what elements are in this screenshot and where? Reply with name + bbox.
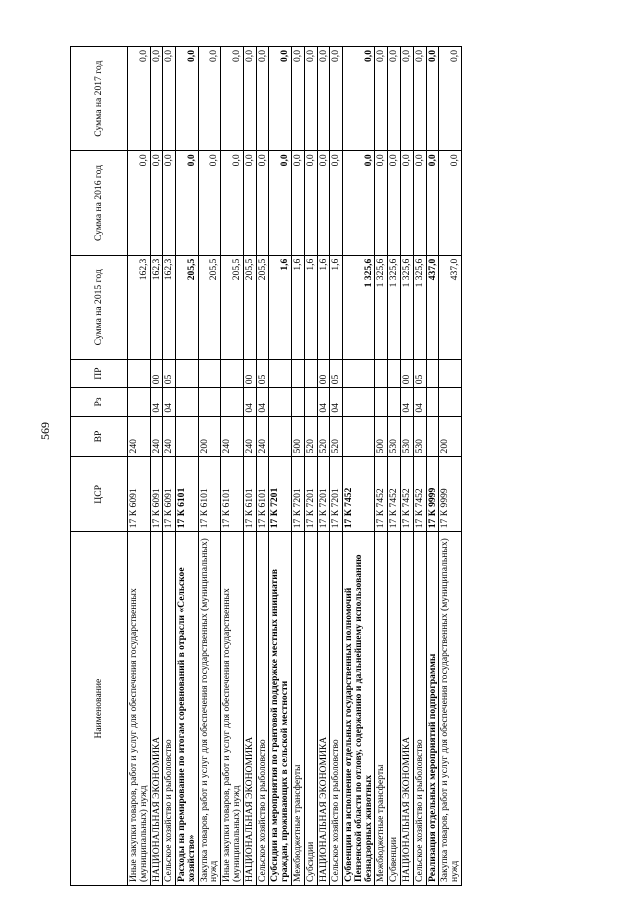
- row-sum-2015: 205,5: [176, 255, 199, 359]
- row-rz: [176, 388, 199, 416]
- row-sum-2015: 162,3: [150, 255, 163, 359]
- row-sum-2016: 0,0: [413, 151, 426, 255]
- row-csr: 17 К 6101: [221, 457, 244, 532]
- row-sum-2017: 0,0: [343, 47, 375, 151]
- header-csr: ЦСР: [71, 457, 128, 532]
- row-sum-2016: 0,0: [243, 151, 256, 255]
- row-vr: 530: [400, 416, 413, 457]
- row-csr: 17 К 7201: [291, 457, 304, 532]
- row-csr: 17 К 7452: [388, 457, 401, 532]
- row-sum-2017: 0,0: [413, 47, 426, 151]
- row-sum-2015: 1 325,6: [400, 255, 413, 359]
- table-row: [343, 47, 375, 886]
- row-vr: [176, 416, 199, 457]
- row-sum-2016: 0,0: [150, 151, 163, 255]
- budget-table: [70, 46, 462, 886]
- row-sum-2017: 0,0: [388, 47, 401, 151]
- row-sum-2017: 0,0: [317, 47, 330, 151]
- row-sum-2016: 0,0: [221, 151, 244, 255]
- row-pr: [291, 359, 304, 387]
- row-vr: 500: [291, 416, 304, 457]
- row-csr: 17 К 7201: [269, 457, 292, 532]
- table-row: [269, 47, 292, 886]
- row-csr: 17 К 7452: [400, 457, 413, 532]
- row-name: Субвенции: [388, 532, 401, 886]
- row-sum-2015: 205,5: [221, 255, 244, 359]
- row-pr: [269, 359, 292, 387]
- row-sum-2015: 205,5: [198, 255, 221, 359]
- row-pr: [426, 359, 439, 387]
- row-sum-2017: 0,0: [426, 47, 439, 151]
- row-vr: [426, 416, 439, 457]
- row-sum-2016: 0,0: [269, 151, 292, 255]
- row-rz: [128, 388, 151, 416]
- row-csr: 17 К 6101: [176, 457, 199, 532]
- row-pr: [304, 359, 317, 387]
- page-number: 569: [38, 422, 52, 440]
- row-sum-2016: 0,0: [163, 151, 176, 255]
- table-row: [330, 47, 343, 886]
- row-sum-2015: 1 325,6: [413, 255, 426, 359]
- row-pr: 00: [150, 359, 163, 387]
- table-row: [439, 47, 462, 886]
- header-rz: Рз: [71, 388, 128, 416]
- row-sum-2017: 0,0: [439, 47, 462, 151]
- row-pr: 05: [163, 359, 176, 387]
- row-name: НАЦИОНАЛЬНАЯ ЭКОНОМИКА: [317, 532, 330, 886]
- row-vr: [269, 416, 292, 457]
- row-pr: [439, 359, 462, 387]
- row-vr: 240: [150, 416, 163, 457]
- row-name: Иные закупки товаров, работ и услуг для обеспечения государственных (муниципальных) нужд: [221, 532, 244, 886]
- row-sum-2015: 1 325,6: [375, 255, 388, 359]
- row-sum-2016: 0,0: [426, 151, 439, 255]
- row-pr: 00: [243, 359, 256, 387]
- table-row: [128, 47, 151, 886]
- row-vr: [343, 416, 375, 457]
- row-sum-2016: 0,0: [375, 151, 388, 255]
- row-name: Сельское хозяйство и рыболовство: [163, 532, 176, 886]
- row-sum-2016: 0,0: [304, 151, 317, 255]
- row-rz: [291, 388, 304, 416]
- row-sum-2016: 0,0: [400, 151, 413, 255]
- row-csr: 17 К 7452: [413, 457, 426, 532]
- row-pr: 05: [330, 359, 343, 387]
- row-rz: [221, 388, 244, 416]
- row-sum-2017: 0,0: [330, 47, 343, 151]
- row-name: Межбюджетные трансферты: [291, 532, 304, 886]
- row-csr: 17 К 6091: [150, 457, 163, 532]
- table-row: [413, 47, 426, 886]
- row-sum-2017: 0,0: [304, 47, 317, 151]
- row-vr: 200: [439, 416, 462, 457]
- row-name: Иные закупки товаров, работ и услуг для обеспечения государственных (муниципальных) нужд: [128, 532, 151, 886]
- header-name: Наименование: [71, 532, 128, 886]
- row-sum-2017: 0,0: [163, 47, 176, 151]
- row-name: Сельское хозяйство и рыболовство: [413, 532, 426, 886]
- table-row: [388, 47, 401, 886]
- row-csr: 17 К 6091: [163, 457, 176, 532]
- row-name: Закупка товаров, работ и услуг для обеспечения государственных (муниципальных) нужд: [439, 532, 462, 886]
- row-vr: 240: [128, 416, 151, 457]
- row-vr: 240: [243, 416, 256, 457]
- row-rz: 04: [413, 388, 426, 416]
- row-rz: 04: [400, 388, 413, 416]
- row-pr: [221, 359, 244, 387]
- row-vr: 520: [304, 416, 317, 457]
- row-name: Субсидии на мероприятия по грантовой поддержке местных инициатив граждан, проживающих в сельской местности: [269, 532, 292, 886]
- row-sum-2015: 162,3: [128, 255, 151, 359]
- table-row: [198, 47, 221, 886]
- row-csr: 17 К 7452: [343, 457, 375, 532]
- row-sum-2015: 1 325,6: [388, 255, 401, 359]
- row-pr: [128, 359, 151, 387]
- row-pr: [388, 359, 401, 387]
- row-name: Закупка товаров, работ и услуг для обеспечения государственных (муниципальных) нужд: [198, 532, 221, 886]
- row-sum-2016: 0,0: [439, 151, 462, 255]
- row-sum-2016: 0,0: [291, 151, 304, 255]
- row-csr: 17 К 7201: [317, 457, 330, 532]
- row-sum-2017: 0,0: [256, 47, 269, 151]
- row-pr: [198, 359, 221, 387]
- table-row: [304, 47, 317, 886]
- table-row: [163, 47, 176, 886]
- row-sum-2017: 0,0: [150, 47, 163, 151]
- row-sum-2015: 205,5: [243, 255, 256, 359]
- row-sum-2016: 0,0: [128, 151, 151, 255]
- row-rz: [426, 388, 439, 416]
- table-row: [375, 47, 388, 886]
- table-row: [426, 47, 439, 886]
- row-sum-2016: 0,0: [198, 151, 221, 255]
- row-sum-2017: 0,0: [243, 47, 256, 151]
- row-pr: 05: [413, 359, 426, 387]
- row-name: Межбюджетные трансферты: [375, 532, 388, 886]
- row-rz: 04: [150, 388, 163, 416]
- row-rz: 04: [243, 388, 256, 416]
- row-csr: 17 К 7201: [304, 457, 317, 532]
- row-sum-2016: 0,0: [330, 151, 343, 255]
- row-sum-2015: 162,3: [163, 255, 176, 359]
- row-sum-2017: 0,0: [128, 47, 151, 151]
- row-sum-2016: 0,0: [317, 151, 330, 255]
- row-vr: 530: [413, 416, 426, 457]
- row-sum-2015: 1,6: [304, 255, 317, 359]
- row-sum-2016: 0,0: [176, 151, 199, 255]
- row-vr: 530: [388, 416, 401, 457]
- budget-table-wrapper: [70, 46, 610, 886]
- table-body: [128, 47, 462, 886]
- row-name: Реализация отдельных мероприятий подпрограммы: [426, 532, 439, 886]
- row-sum-2015: 437,0: [426, 255, 439, 359]
- row-sum-2015: 205,5: [256, 255, 269, 359]
- row-pr: [343, 359, 375, 387]
- row-vr: 240: [256, 416, 269, 457]
- row-csr: 17 К 7452: [375, 457, 388, 532]
- header-sum-2017: Сумма на 2017 год: [71, 47, 128, 151]
- row-rz: [388, 388, 401, 416]
- row-vr: 520: [317, 416, 330, 457]
- row-csr: 17 К 9999: [439, 457, 462, 532]
- header-sum-2015: Сумма на 2015 год: [71, 255, 128, 359]
- row-csr: 17 К 7201: [330, 457, 343, 532]
- row-name: Расходы на премирование по итогам соревнований в отрасли «Сельское хозяйство»: [176, 532, 199, 886]
- row-sum-2017: 0,0: [375, 47, 388, 151]
- row-pr: 00: [317, 359, 330, 387]
- row-sum-2017: 0,0: [176, 47, 199, 151]
- row-name: НАЦИОНАЛЬНАЯ ЭКОНОМИКА: [243, 532, 256, 886]
- header-pr: ПР: [71, 359, 128, 387]
- row-sum-2015: 437,0: [439, 255, 462, 359]
- table-row: [317, 47, 330, 886]
- row-csr: 17 К 6101: [243, 457, 256, 532]
- table-row: [256, 47, 269, 886]
- row-rz: 04: [256, 388, 269, 416]
- row-rz: [269, 388, 292, 416]
- row-rz: [304, 388, 317, 416]
- row-name: Субвенции на исполнение отдельных государственных полномочий Пензенской области по отлову, содержанию и дальнейшему использованию безнадзорных животных: [343, 532, 375, 886]
- header-sum-2016: Сумма на 2016 год: [71, 151, 128, 255]
- row-rz: [439, 388, 462, 416]
- table-row: [221, 47, 244, 886]
- row-sum-2017: 0,0: [400, 47, 413, 151]
- row-name: Сельское хозяйство и рыболовство: [256, 532, 269, 886]
- row-sum-2017: 0,0: [269, 47, 292, 151]
- row-pr: [176, 359, 199, 387]
- row-rz: 04: [330, 388, 343, 416]
- row-rz: 04: [163, 388, 176, 416]
- row-sum-2015: 1,6: [269, 255, 292, 359]
- row-pr: 00: [400, 359, 413, 387]
- row-sum-2015: 1,6: [291, 255, 304, 359]
- row-csr: 17 К 6091: [128, 457, 151, 532]
- table-row: [291, 47, 304, 886]
- row-sum-2016: 0,0: [256, 151, 269, 255]
- row-csr: 17 К 6101: [256, 457, 269, 532]
- row-csr: 17 К 6101: [198, 457, 221, 532]
- row-name: Субсидии: [304, 532, 317, 886]
- row-rz: [198, 388, 221, 416]
- row-rz: 04: [317, 388, 330, 416]
- table-row: [243, 47, 256, 886]
- row-sum-2015: 1 325,6: [343, 255, 375, 359]
- row-rz: [343, 388, 375, 416]
- row-csr: 17 К 9999: [426, 457, 439, 532]
- table-header-row: [71, 47, 128, 886]
- row-sum-2015: 1,6: [330, 255, 343, 359]
- row-pr: [375, 359, 388, 387]
- row-sum-2017: 0,0: [221, 47, 244, 151]
- row-rz: [375, 388, 388, 416]
- row-sum-2017: 0,0: [291, 47, 304, 151]
- row-pr: 05: [256, 359, 269, 387]
- row-sum-2017: 0,0: [198, 47, 221, 151]
- row-vr: 240: [163, 416, 176, 457]
- header-vr: ВР: [71, 416, 128, 457]
- row-sum-2016: 0,0: [388, 151, 401, 255]
- row-vr: 240: [221, 416, 244, 457]
- row-vr: 520: [330, 416, 343, 457]
- row-vr: 200: [198, 416, 221, 457]
- row-name: НАЦИОНАЛЬНАЯ ЭКОНОМИКА: [150, 532, 163, 886]
- row-sum-2015: 1,6: [317, 255, 330, 359]
- table-row: [400, 47, 413, 886]
- table-row: [150, 47, 163, 886]
- row-name: НАЦИОНАЛЬНАЯ ЭКОНОМИКА: [400, 532, 413, 886]
- row-name: Сельское хозяйство и рыболовство: [330, 532, 343, 886]
- row-vr: 500: [375, 416, 388, 457]
- table-row: [176, 47, 199, 886]
- row-sum-2016: 0,0: [343, 151, 375, 255]
